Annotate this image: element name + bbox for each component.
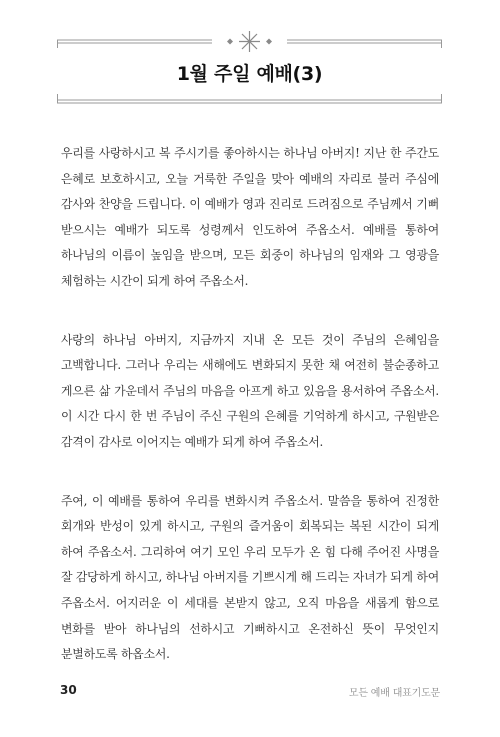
ornament-star-icon bbox=[227, 31, 272, 52]
paragraph-2: 사랑의 하나님 아버지, 지금까지 지내 온 모든 것이 주님의 은혜임을 고백합니다. 그러나 우리는 새해에도 변화되지 못한 채 여전히 불순종하고 게으른 삶 가운데서 주님의 마음을 아프게 하고 있음을 용서하여 주옵소서. 이 시간 다시 한 번 주님이 주신 구원의 은혜를 기억하게 하시고, 구원받은 감격이 감사로 이어지는 예배가 되게 하여 주옵소서. bbox=[61, 332, 439, 449]
running-book-title: 모든 예배 대표기도문 bbox=[348, 688, 440, 699]
paragraph-3: 주여, 이 예배를 통하여 우리를 변화시켜 주옵소서. 말씀을 통하여 진정한 회개와 반성이 있게 하시고, 구원의 즐거움이 회복되는 복된 시간이 되게 하여 주옵소서. 그리하여 여기 모인 우리 모두가 온 힘 다해 주어진 사명을 잘 감당하게 하시고, 하나님 아버지를 기쁘시게 해 드리는 자녀가 되게 하여 주옵소서. 어지러운 이 세대를 본받지 않고, 오직 마음을 새롭게 함으로 변화를 받아 하나님의 선하시고 기뻐하시고 온전하신 뜻이 무엇인지 분별하도록 하옵소서. bbox=[61, 493, 439, 662]
title-frame bbox=[57, 28, 442, 106]
page-number: 30 bbox=[60, 683, 77, 697]
page-footer bbox=[60, 683, 440, 703]
prayer-text bbox=[61, 141, 439, 701]
page-title: 1월 주일 예배(3) bbox=[176, 63, 323, 85]
paragraph-1: 우리를 사랑하시고 복 주시기를 좋아하시는 하나님 아버지! 지난 한 주간도 은혜로 보호하시고, 오늘 거룩한 주일을 맞아 예배의 자리로 불러 주심에 감사와 찬양을 드립니다. 이 예배가 영과 진리로 드려짐으로 주님께서 기뻐 받으시는 예배가 되도록 성령께서 인도하여 주옵소서. 예배를 통하여 하나님의 이름이 높임을 받으며, 모든 회중이 하나님의 임재와 그 영광을 체험하는 시간이 되게 하여 주옵소서. bbox=[61, 146, 439, 288]
